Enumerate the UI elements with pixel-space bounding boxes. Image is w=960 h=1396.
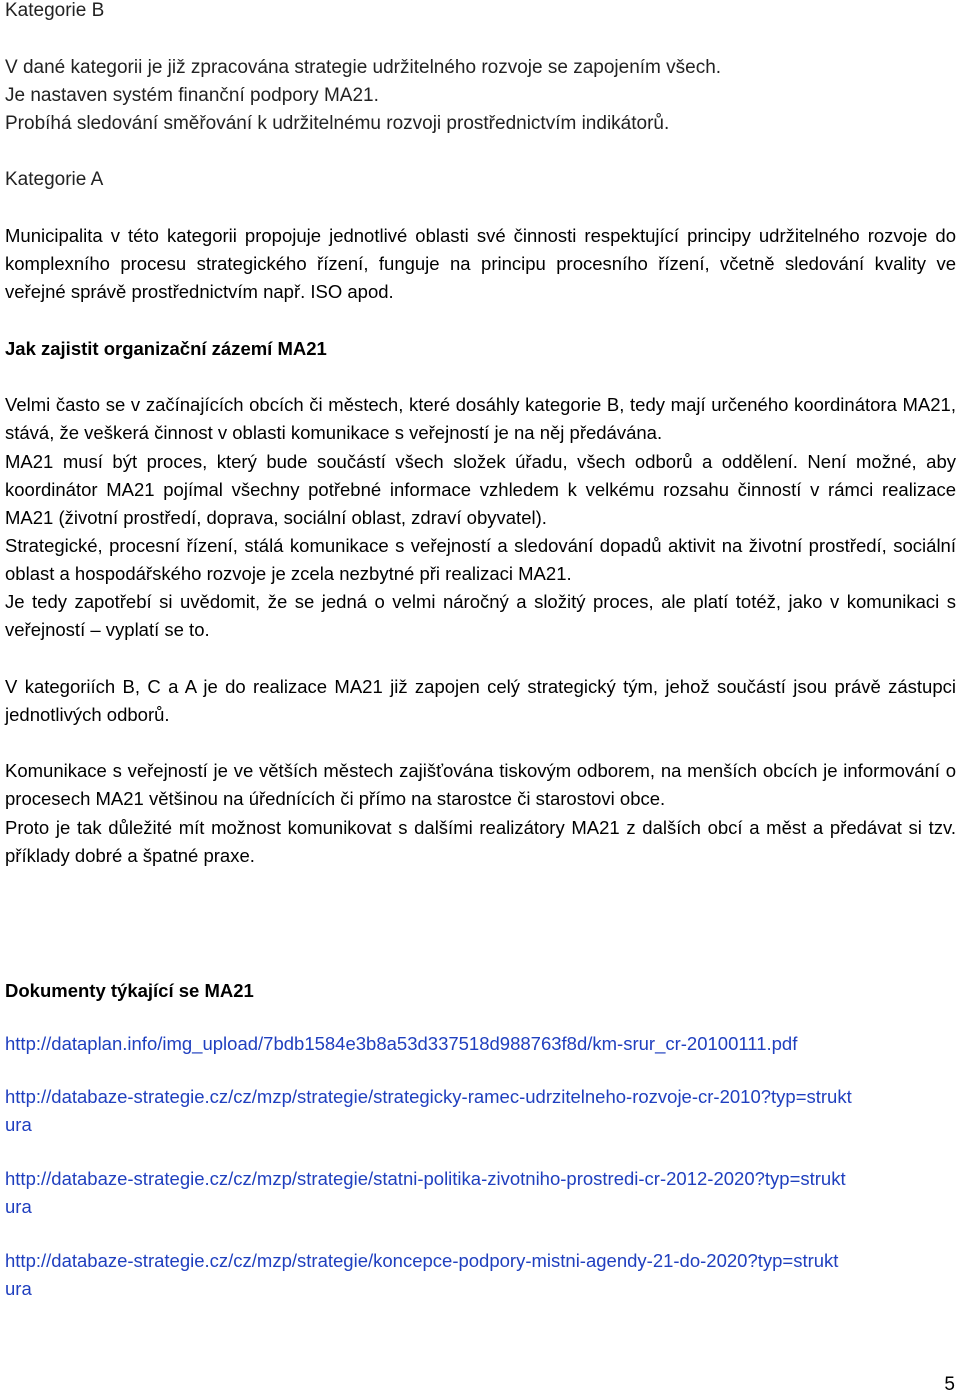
section-paragraph: Je tedy zapotřebí si uvědomit, že se jedná o velmi náročný a složitý proces, ale platí totéž, jako v komunikaci s veřejností – vyplatí se to. xyxy=(5,591,956,641)
document-link-wrapper xyxy=(5,1083,956,1139)
document-link[interactable]: http://databaze-strategie.cz/cz/mzp/strategie/statni-politika-zivotniho-prostredi-cr-2012-2020?typ=struktura xyxy=(5,1168,846,1218)
page-number: 5 xyxy=(944,1374,955,1395)
kategorie-a-paragraph: Municipalita v této kategorii propojuje jednotlivé oblasti své činnosti respektující principy udržitelného rozvoje do komplexního procesu strategického řízení, funguje na principu procesního řízení, včetně sledování kvality ve veřejné správě prostřednictvím např. ISO apod. xyxy=(5,225,956,303)
document-link[interactable]: http://dataplan.info/img_upload/7bdb1584e3b8a53d337518d988763f8d/km-srur_cr-20100111.pdf xyxy=(5,1033,798,1054)
document-link-wrapper xyxy=(5,1247,956,1303)
document-link-wrapper xyxy=(5,1030,956,1058)
kategorie-b-line: Je nastaven systém finanční podpory MA21. xyxy=(5,85,379,106)
document-link[interactable]: http://databaze-strategie.cz/cz/mzp/strategie/strategicky-ramec-udrzitelneho-rozvoje-cr-2010?typ=struktura xyxy=(5,1086,852,1136)
documents-heading: Dokumenty týkající se MA21 xyxy=(5,980,254,1001)
kategorie-b-list xyxy=(5,54,956,138)
kategorie-b-line: V dané kategorii je již zpracována strategie udržitelného rozvoje se zapojením všech. xyxy=(5,57,722,78)
kategorie-b-line: Probíhá sledování směřování k udržitelnému rozvoji prostřednictvím indikátorů. xyxy=(5,113,670,134)
section-paragraph: Strategické, procesní řízení, stálá komunikace s veřejností a sledování dopadů aktivit na životní prostředí, sociální oblast a hospodářského rozvoje je zcela nezbytné při realizaci MA21. xyxy=(5,535,956,585)
section-paragraph: Proto je tak důležité mít možnost komunikovat s dalšími realizátory MA21 z dalších obcí a měst a předávat si tzv. příklady dobré a špatné praxe. xyxy=(5,817,956,867)
section-heading: Jak zajistit organizační zázemí MA21 xyxy=(5,338,327,359)
section-paragraph: Velmi často se v začínajících obcích či městech, které dosáhly kategorie B, tedy mají určeného koordinátora MA21, stává, že veškerá činnost v oblasti komunikace s veřejností je na něj předávána. xyxy=(5,394,956,444)
section-paragraph: Komunikace s veřejností je ve větších městech zajišťována tiskovým odborem, na menších obcích je informování o procesech MA21 většinou na úřednících či přímo na starostce či starostovi obce. xyxy=(5,760,956,810)
document-link-wrapper xyxy=(5,1165,956,1221)
section-paragraph: MA21 musí být proces, který bude součástí všech složek úřadu, všech odborů a oddělení. Není možné, aby koordinátor MA21 pojímal všechny potřebné informace vzhledem k velkému rozsahu činností v rámci realizace MA21 (životní prostředí, doprava, sociální oblast, zdraví obyvatel). xyxy=(5,451,956,529)
section-paragraph: V kategoriích B, C a A je do realizace MA21 již zapojen celý strategický tým, jehož součástí jsou právě zástupci jednotlivých odborů. xyxy=(5,676,956,726)
document-link[interactable]: http://databaze-strategie.cz/cz/mzp/strategie/koncepce-podpory-mistni-agendy-21-do-2020?typ=struktura xyxy=(5,1250,839,1300)
kategorie-b-heading: Kategorie B xyxy=(5,0,105,21)
kategorie-a-heading: Kategorie A xyxy=(5,169,104,190)
